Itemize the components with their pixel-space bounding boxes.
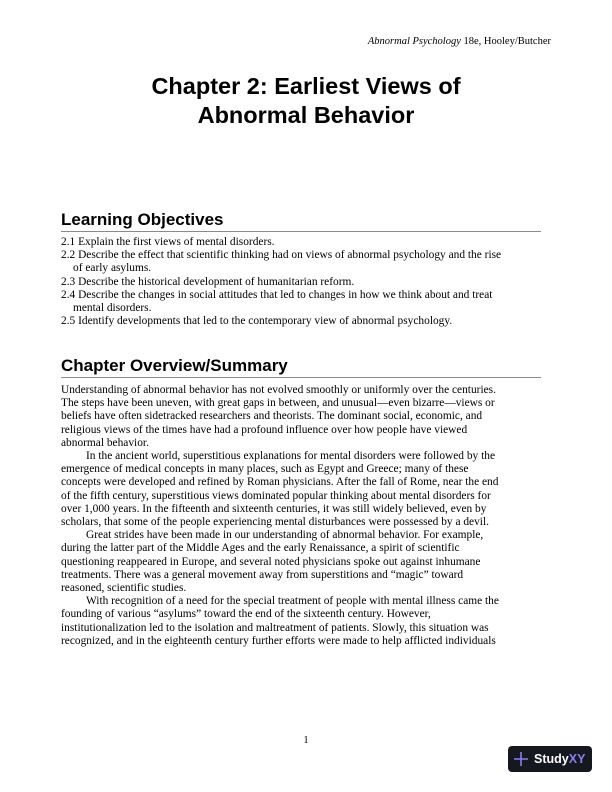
brand-accent-text: XY <box>568 752 586 766</box>
objective-line: mental disorders. <box>73 302 152 315</box>
paragraph-line: scholars, that some of the people experiencing mental disturbances were possessed by a devil. <box>61 516 489 529</box>
objective-item <box>61 289 551 315</box>
objective-item <box>61 315 551 328</box>
paragraph-line: religious views of the times have had a profound influence over how people have viewed <box>61 423 468 436</box>
paragraph-line: of the fifth century, superstitious views dominated popular thinking about mental disorders for <box>61 489 491 502</box>
paragraph-line: abnormal behavior. <box>61 436 149 449</box>
learning-objectives-list <box>61 236 551 328</box>
paragraph <box>61 595 551 648</box>
paragraph <box>61 384 551 450</box>
paragraph-line: founding of various “asylums” toward the end of the sixteenth century. However, <box>61 608 431 621</box>
paragraph-line: recognized, and in the eighteenth century further efforts were made to help afflicted individuals <box>61 634 496 647</box>
plus-icon <box>513 751 529 767</box>
chapter-title <box>0 72 612 130</box>
objective-line: of early asylums. <box>73 262 152 275</box>
book-title: Abnormal Psychology <box>367 36 461 47</box>
paragraph-line: treatments. There was a general movement away from superstitions and “magic” toward <box>61 568 464 581</box>
objective-line: 2.5 Identify developments that led to the contemporary view of abnormal psychology. <box>61 315 453 328</box>
overview-heading: Chapter Overview/Summary <box>61 356 541 378</box>
paragraph-line: Understanding of abnormal behavior has not evolved smoothly or uniformly over the centuries. <box>61 384 496 396</box>
paragraph-line: concepts were developed and refined by Roman physicians. After the fall of Rome, near the end <box>61 476 499 489</box>
running-header <box>368 36 551 47</box>
overview-body <box>61 384 551 648</box>
objective-line: 2.4 Describe the changes in social attitudes that led to changes in how we think about and treat <box>61 288 493 301</box>
paragraph <box>61 450 551 529</box>
objective-item <box>61 236 551 249</box>
paragraph-line: reasoned, scientific studies. <box>61 582 187 595</box>
paragraph-line: emergence of medical concepts in many places, such as Egypt and Greece; many of these <box>61 463 469 476</box>
paragraph-line: during the latter part of the Middle Ages and the early Renaissance, a spirit of scientific <box>61 542 460 555</box>
paragraph-line: In the ancient world, superstitious explanations for mental disorders were followed by the <box>86 450 496 463</box>
objective-line: 2.3 Describe the historical development of humanitarian reform. <box>61 275 355 288</box>
objective-item <box>61 249 551 275</box>
studyxy-badge[interactable] <box>508 746 592 772</box>
brand-name <box>534 752 585 766</box>
paragraph-line: beliefs have often sidetracked researchers and theorists. The dominant social, economic, and <box>61 410 483 423</box>
objective-item <box>61 276 551 289</box>
objective-line: 2.1 Explain the first views of mental disorders. <box>61 236 275 248</box>
paragraph <box>61 529 551 595</box>
brand-text: Study <box>534 752 569 766</box>
edition-authors: 18e, Hooley/Butcher <box>460 36 551 47</box>
paragraph-line: With recognition of a need for the special treatment of people with mental illness came the <box>86 595 499 608</box>
paragraph-line: Great strides have been made in our understanding of abnormal behavior. For example, <box>86 529 484 542</box>
learning-objectives-heading: Learning Objectives <box>61 210 541 232</box>
chapter-title-line: Chapter 2: Earliest Views of <box>151 73 461 99</box>
paragraph-line: over 1,000 years. In the fifteenth and sixteenth centuries, it was still widely believed, even by <box>61 502 487 515</box>
page-number: 1 <box>303 735 309 746</box>
chapter-title-line: Abnormal Behavior <box>197 102 415 128</box>
paragraph-line: institutionalization led to the isolation and maltreatment of patients. Slowly, this situation was <box>61 621 489 634</box>
paragraph-line: The steps have been uneven, with great gaps in between, and unusual—even bizarre—views or <box>61 397 495 410</box>
objective-line: 2.2 Describe the effect that scientific thinking had on views of abnormal psychology and the rise <box>61 249 502 262</box>
paragraph-line: questioning reappeared in Europe, and several noted physicians spoke out against inhumane <box>61 555 481 568</box>
